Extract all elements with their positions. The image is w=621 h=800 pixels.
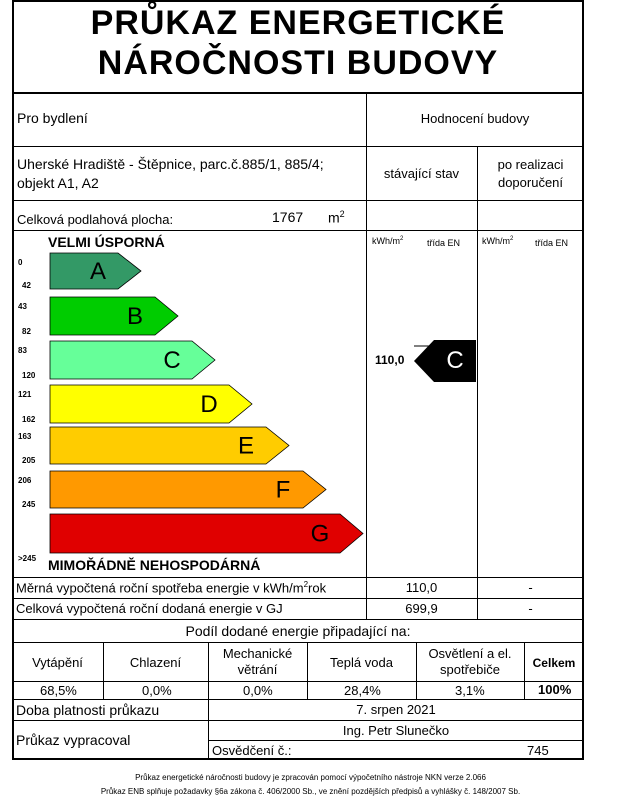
class-range-from: 163 [18, 432, 32, 441]
share-hot-water-value: 28,4% [344, 683, 381, 698]
validity-value: 7. srpen 2021 [356, 702, 436, 717]
certificate-number: 745 [527, 743, 549, 758]
specific-consumption-after: - [528, 580, 533, 595]
certificate-label: Osvědčení č.: [212, 743, 292, 758]
class-range-from: 43 [18, 302, 27, 311]
validity-label: Doba platnosti průkazu [16, 702, 160, 718]
title-line-2: NÁROČNOSTI BUDOVY [97, 44, 499, 82]
class-range-to: 205 [22, 456, 36, 465]
class-range-from: >245 [18, 554, 37, 563]
share-total-label: Celkem [532, 656, 576, 670]
share-lighting-value: 3,1% [455, 683, 485, 698]
class-range-to: 120 [22, 371, 36, 380]
total-energy-after: - [528, 601, 533, 616]
purpose-label: Pro bydlení [17, 110, 88, 126]
author-name: Ing. Petr Slunečko [342, 723, 450, 738]
class-range-to: 82 [22, 327, 31, 336]
share-cooling-label: Chlazení [129, 655, 182, 670]
energy-class-letter-f: F [275, 476, 291, 504]
area-value: 1767 [272, 209, 304, 225]
area-label: Celková podlahová plocha: [17, 212, 174, 227]
author-label: Průkaz vypracoval [16, 732, 131, 748]
total-energy-value: 699,9 [405, 601, 438, 616]
share-lighting-label-2: spotřebiče [440, 662, 500, 677]
current-state-label: stávající stav [383, 166, 460, 181]
address-line-1: Uherské Hradiště - Štěpnice, parc.č.885/1, 885/4; [17, 156, 324, 172]
current-unit-header: kWh/$m^2$ [372, 236, 404, 246]
area-unit: $m^2$ [328, 209, 345, 226]
scale-bottom-label: MIMOŘÁDNĚ NEHOSPODÁRNÁ [48, 557, 261, 573]
after-recommendation-line-1: po realizaci [497, 157, 564, 172]
energy-class-band-d [50, 385, 252, 423]
share-heating-label: Vytápění [32, 655, 83, 670]
address-line-2: objekt A1, A2 [17, 175, 99, 191]
after-recommendation-line-2: doporučení [497, 175, 564, 190]
scale-top-label: VELMI ÚSPORNÁ [48, 234, 165, 250]
title-line-1: PRŮKAZ ENERGETICKÉ [90, 4, 506, 42]
share-ventilation-label-1: Mechanické [222, 646, 293, 661]
current-class-letter: C [446, 347, 464, 374]
after-unit-header: kWh/$m^2$ [482, 236, 514, 246]
share-lighting-label-1: Osvětlení a el. [428, 646, 512, 661]
class-range-from: 121 [18, 390, 32, 399]
share-title: Podíl dodané energie připadající na: [185, 623, 411, 639]
specific-consumption-value: 110,0 [405, 580, 438, 595]
current-value: 110,0 [375, 353, 405, 367]
class-range-to: 245 [22, 500, 36, 509]
footer-line-2: Průkaz ENB splňuje požadavky §6a zákona č. 406/2000 Sb., ve znění pozdějších předpisů a vyhlášky č. 148/2007 Sb. [100, 787, 521, 796]
class-range-to: 162 [22, 415, 36, 424]
share-ventilation-value: 0,0% [243, 683, 273, 698]
share-heating-value: 68,5% [40, 683, 77, 698]
energy-class-letter-a: A [89, 258, 107, 285]
energy-class-letter-g: G [310, 520, 330, 548]
after-class-header: třída EN [535, 238, 569, 248]
footer-line-1: Průkaz energetické náročnosti budovy je zpracován pomocí výpočetního nástroje NKN verze 2.066 [135, 773, 486, 782]
energy-class-letter-e: E [237, 432, 255, 460]
energy-class-letter-c: C [163, 347, 181, 374]
share-total-value: 100% [538, 682, 572, 697]
energy-class-letter-b: B [126, 303, 144, 330]
energy-class-letter-d: D [200, 391, 218, 418]
class-range-from: 206 [18, 476, 32, 485]
current-class-header: třída EN [427, 238, 461, 248]
rating-label: Hodnocení budovy [420, 111, 530, 126]
energy-class-band-c [50, 341, 215, 379]
share-ventilation-label-2: větrání [237, 662, 278, 677]
class-range-to: 42 [22, 281, 31, 290]
total-energy-label: Celková vypočtená roční dodaná energie v GJ [16, 601, 283, 616]
class-range-from: 83 [18, 346, 27, 355]
energy-class-band-b [50, 297, 178, 335]
class-range-from: 0 [18, 258, 23, 267]
share-cooling-value: 0,0% [142, 683, 172, 698]
specific-consumption-label: Měrná vypočtená roční spotřeba energie v kWh/$m^2rok$ [16, 580, 327, 596]
share-hot-water-label: Teplá voda [330, 655, 393, 670]
